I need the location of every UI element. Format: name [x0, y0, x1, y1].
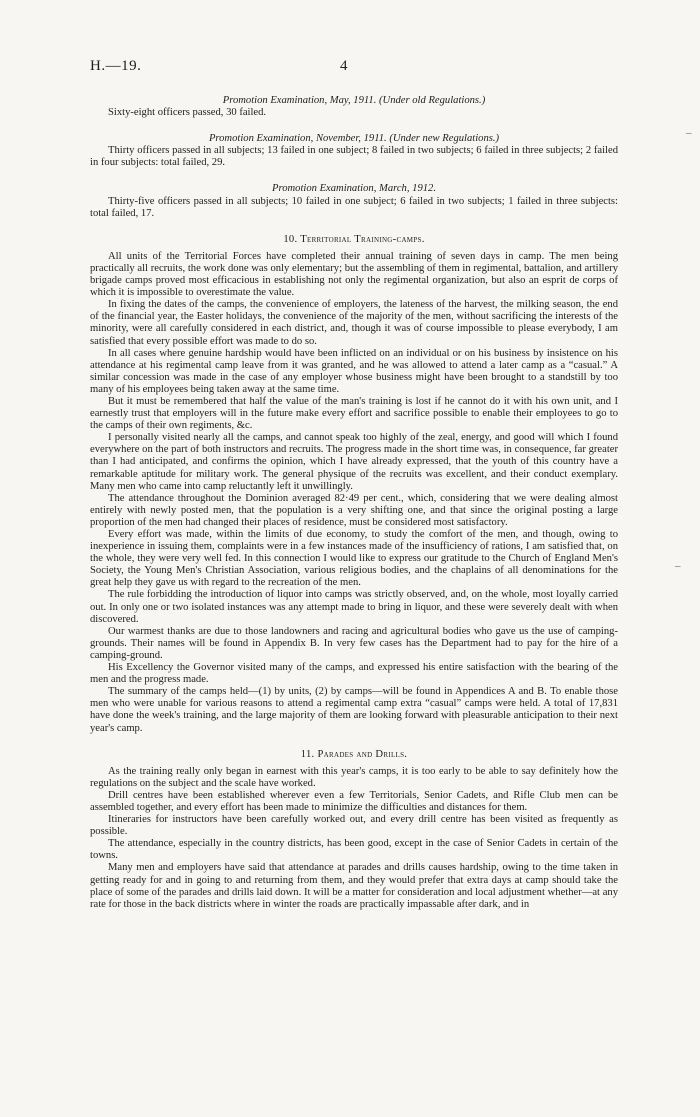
paragraph: Drill centres have been established wherever even a few Territorials, Senior Cadets, and Rifle Club men can be assembled together, and every effort has been made to minimize the difficulties and distances for them. [90, 789, 618, 813]
paragraph: I personally visited nearly all the camps, and cannot speak too highly of the zeal, energy, and good will which I found everywhere on the part of both instructors and recruits. The progress made in the short time was, in consequence, far greater than I had anticipated, and confirms the opinion, which I have already expressed, that the youth of this country have a remarkable aptitude for military work. The general physique of the recruits was excellent, and their conduct exemplary. Many men who came into camp reluctantly left it unwillingly. [90, 432, 618, 492]
paragraph: The rule forbidding the introduction of liquor into camps was strictly observed, and, on the whole, most loyally carried out. In only one or two isolated instances was any attempt made to bring in liquor, and these were severely dealt with when discovered. [90, 589, 618, 625]
exam-result: Sixty-eight officers passed, 30 failed. [108, 107, 267, 119]
paragraph: As the training really only began in earnest with this year's camps, it is too early to be able to say definitely how the regulations on the subject and the scale have worked. [90, 765, 618, 789]
margin-mark: – [686, 127, 692, 139]
paragraph: Our warmest thanks are due to those landowners and racing and agricultural bodies who gave us the use of camping-grounds. Their names will be found in Appendix B. In very few cases has the Department had to pay for the hire of a camping-ground. [90, 625, 618, 661]
margin-mark: – [675, 560, 681, 572]
paragraph: Itineraries for instructors have been carefully worked out, and every drill centre has been visited as frequently as possible. [90, 814, 618, 838]
paragraph: Every effort was made, within the limits of due economy, to study the comfort of the men, and though, owing to inexperience in issuing them, complaints were in a few instances made of the insufficiency of rations, I am satisfied that, on the whole, they were very well fed. In this connection I would like to express our gratitude to the Church of England Men's Society, the Young Men's Christian Association, various religious bodies, and the chaplains of all denominations for the great help they gave us with regard to the recreation of the men. [90, 529, 618, 589]
exam-title: Promotion Examination, November, 1911. [208, 133, 387, 145]
paragraph: In all cases where genuine hardship would have been inflicted on an individual or on his business by insistence on his attendance at his regimental camp leave from it was granted, and he was allowed to attend a later camp as a “casual.” A similar concession was made in the case of any employer whose business might have been brought to a standstill by too many of his employees being taken away at the same time. [90, 347, 618, 395]
paragraph: Many men and employers have said that attendance at parades and drills causes hardship, owing to the time taken in getting ready for and in going to and returning from them, and they would prefer that extra days at camp should take the place of some of the parades and drills laid down. It will be a matter for consideration and local adjustment whether—at any rate for those in the back districts where in winter the roads are practically impassable after dark, and in [90, 862, 618, 910]
paragraph: His Excellency the Governor visited many of the camps, and expressed his entire satisfaction with the bearing of the men and the progress made. [90, 662, 618, 686]
paragraph: The attendance throughout the Dominion averaged 82·49 per cent., which, considering that we were dealing almost entirely with newly posted men, that the population is a very shifting one, and that since the original posting a large proportion of the men had changed their places of residence, must be considered most satisfactory. [90, 492, 618, 528]
document-body [90, 95, 618, 911]
section-heading: 10. Territorial Training-camps. [283, 233, 425, 245]
report-code: H.—19. [90, 58, 142, 74]
exam-result: Thirty-five officers passed in all subjects; 10 failed in one subject; 6 failed in two subjects; 1 failed in three subjects: total failed, 17. [90, 195, 618, 219]
paragraph: All units of the Territorial Forces have completed their annual training of seven days in camp. The men being practically all recruits, the work done was only elementary; but the assembling of them in regimental, battalion, and artillery brigade camps proved most efficacious in establishing not only the regimental organization, but also an esprit de corps of which it is impossible to overestimate the value. [90, 250, 618, 299]
exam-title: Promotion Examination, March, 1912. [272, 183, 436, 195]
paragraph: The attendance, especially in the country districts, has been good, except in the case of Senior Cadets in certain of the towns. [90, 838, 618, 862]
exam-block [90, 95, 618, 119]
exam-regulations: (Under old Regulations.) [379, 95, 486, 106]
exam-regulations: (Under new Regulations.) [389, 133, 500, 145]
page-number: 4 [340, 58, 348, 74]
exam-block [90, 133, 618, 169]
exam-title: Promotion Examination, May, 1911. [222, 95, 377, 106]
paragraph: In fixing the dates of the camps, the convenience of employers, the lateness of the harvest, the milking season, the end of the financial year, the Easter holidays, the convenience of the majority of the men, without sacrificing the interests of the minority, were all carefully considered in each district, and, though it was of course impossible to please everybody, I am satisfied that every possible effort was made to do so. [90, 299, 618, 347]
paragraph: The summary of the camps held—(1) by units, (2) by camps—will be found in Appendices A and B. To enable those men who were unable for various reasons to attend a regimental camp extra “casual” camps were held. A total of 17,831 have done the week's training, and the large majority of them are looking forward with pleasurable anticipation to their next year's camp. [90, 686, 618, 734]
exam-block [90, 183, 618, 219]
exam-result: Thirty officers passed in all subjects; 13 failed in one subject; 8 failed in two subjects; 6 failed in three subjects; 2 failed in four subjects: total failed, 29. [90, 145, 618, 169]
paragraph: But it must be remembered that half the value of the man's training is lost if he cannot do it with his own unit, and I earnestly trust that employers will in the future make every effort and sacrifice possible to enable their employees to go to the camps of their own regiments, &c. [90, 395, 618, 432]
section-heading: 11. Parades and Drills. [300, 748, 408, 760]
